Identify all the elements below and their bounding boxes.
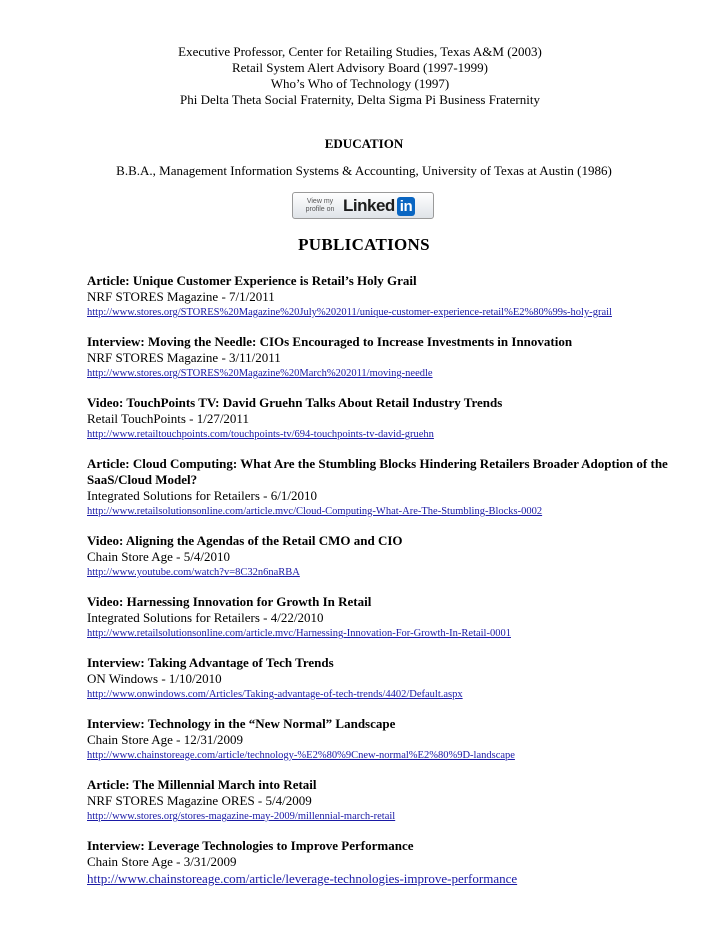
linkedin-in-icon: in xyxy=(397,197,415,216)
publication-title: Article: The Millennial March into Retail xyxy=(87,777,317,792)
publication-source: Retail TouchPoints - 1/27/2011 xyxy=(87,411,249,426)
publication-item xyxy=(87,594,707,641)
publication-title: Article: Unique Customer Experience is Retail’s Holy Grail xyxy=(87,273,417,288)
publication-source: NRF STORES Magazine ORES - 5/4/2009 xyxy=(87,793,312,808)
publication-link[interactable]: http://www.retailsolutionsonline.com/article.mvc/Cloud-Computing-What-Are-The-Stumbling-Blocks-0002 xyxy=(87,506,543,517)
publication-title: Interview: Taking Advantage of Tech Trends xyxy=(87,655,334,670)
publication-title: Interview: Leverage Technologies to Improve Performance xyxy=(87,838,414,853)
publication-item xyxy=(87,456,707,519)
publication-item xyxy=(87,334,707,381)
publication-item xyxy=(87,716,707,763)
linkedin-logo xyxy=(343,196,415,216)
publication-title: Video: TouchPoints TV: David Gruehn Talks About Retail Industry Trends xyxy=(87,395,503,410)
publications-list xyxy=(87,273,707,901)
honors-list xyxy=(0,44,728,108)
education-heading: EDUCATION xyxy=(324,136,404,151)
publication-link[interactable]: http://www.retailsolutionsonline.com/article.mvc/Harnessing-Innovation-For-Growth-In-Retail-0001 xyxy=(87,628,511,639)
publication-link[interactable]: http://www.stores.org/STORES%20Magazine%20March%202011/moving-needle xyxy=(87,368,433,379)
publication-source: Chain Store Age - 5/4/2010 xyxy=(87,549,230,564)
publication-source: Chain Store Age - 3/31/2009 xyxy=(87,854,237,869)
honor-line: Retail System Alert Advisory Board (1997-1999) xyxy=(231,60,488,75)
publications-heading: PUBLICATIONS xyxy=(298,235,430,254)
education-degree: B.B.A., Management Information Systems & Accounting, University of Texas at Austin (1986) xyxy=(116,163,612,178)
linkedin-view-text: View my profile on xyxy=(305,197,335,213)
publication-link[interactable]: http://www.chainstoreage.com/article/leverage-technologies-improve-performance xyxy=(87,871,518,886)
honor-line: Executive Professor, Center for Retailing Studies, Texas A&M (2003) xyxy=(178,44,542,59)
publication-item xyxy=(87,395,707,442)
publication-source: Chain Store Age - 12/31/2009 xyxy=(87,732,243,747)
publication-link[interactable]: http://www.youtube.com/watch?v=8C32n6naRBA xyxy=(87,567,300,578)
publication-item xyxy=(87,838,707,887)
publication-source: Integrated Solutions for Retailers - 6/1/2010 xyxy=(87,488,317,503)
linkedin-profile-button[interactable] xyxy=(292,192,434,219)
linkedin-brand-text: Linked xyxy=(343,195,395,215)
publication-source: NRF STORES Magazine - 3/11/2011 xyxy=(87,350,281,365)
publication-link[interactable]: http://www.onwindows.com/Articles/Taking-advantage-of-tech-trends/4402/Default.aspx xyxy=(87,689,463,700)
publication-source: NRF STORES Magazine - 7/1/2011 xyxy=(87,289,275,304)
publication-source: ON Windows - 1/10/2010 xyxy=(87,671,222,686)
publication-item xyxy=(87,273,707,320)
publication-link[interactable]: http://www.stores.org/stores-magazine-may-2009/millennial-march-retail xyxy=(87,811,396,822)
publication-link[interactable]: http://www.stores.org/STORES%20Magazine%20July%202011/unique-customer-experience-retail%E2%80%99s-holy-grail xyxy=(87,307,612,318)
publication-title: Interview: Moving the Needle: CIOs Encouraged to Increase Investments in Innovation xyxy=(87,334,573,349)
publication-item xyxy=(87,777,707,824)
publication-title: Video: Aligning the Agendas of the Retail CMO and CIO xyxy=(87,533,403,548)
honor-line: Who’s Who of Technology (1997) xyxy=(270,76,450,91)
publication-source: Integrated Solutions for Retailers - 4/22/2010 xyxy=(87,610,324,625)
publication-link[interactable]: http://www.retailtouchpoints.com/touchpoints-tv/694-touchpoints-tv-david-gruehn xyxy=(87,429,434,440)
publication-title: Article: Cloud Computing: What Are the Stumbling Blocks Hindering Retailers Broader Adoption of the SaaS/Cloud Model? xyxy=(87,456,668,487)
publication-item xyxy=(87,655,707,702)
publication-link[interactable]: http://www.chainstoreage.com/article/technology-%E2%80%9Cnew-normal%E2%80%9D-landscape xyxy=(87,750,515,761)
publication-item xyxy=(87,533,707,580)
honor-line: Phi Delta Theta Social Fraternity, Delta Sigma Pi Business Fraternity xyxy=(180,92,540,107)
publication-title: Interview: Technology in the “New Normal” Landscape xyxy=(87,716,396,731)
publication-title: Video: Harnessing Innovation for Growth In Retail xyxy=(87,594,372,609)
